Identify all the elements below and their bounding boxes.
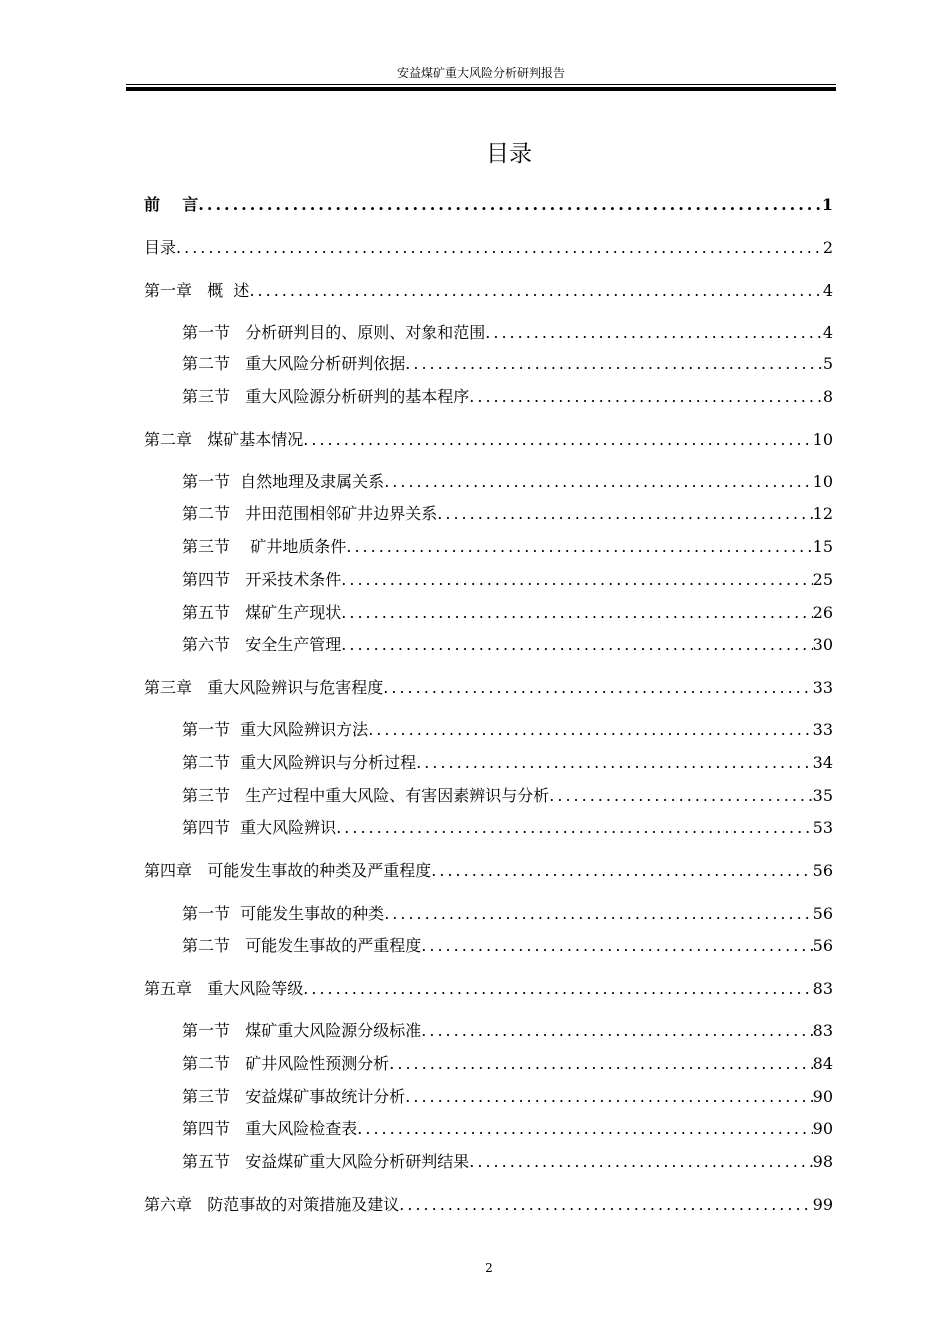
toc-entry[interactable] <box>182 501 833 527</box>
toc-entry-label: 第二节 重大风险辨识与分析过程 <box>182 753 417 772</box>
toc-entry-page: 30 <box>812 635 833 654</box>
toc-entry-page: 1 <box>821 195 833 214</box>
toc-entry[interactable] <box>182 469 833 495</box>
toc-dot-leader <box>437 501 812 527</box>
toc-dot-leader <box>399 1192 812 1218</box>
toc-entry-page: 56 <box>812 936 833 955</box>
toc-entry-page: 15 <box>812 537 833 556</box>
toc-dot-leader <box>341 632 812 658</box>
toc-dot-leader <box>389 1051 812 1077</box>
toc-dot-leader <box>341 567 812 593</box>
toc-dot-leader <box>405 351 823 377</box>
toc-entry-page: 10 <box>812 430 833 449</box>
toc-entry-page: 56 <box>812 904 833 923</box>
toc-dot-leader <box>303 427 812 453</box>
toc-entry[interactable] <box>182 815 833 841</box>
toc-entry-label: 第四节 重大风险检查表 <box>182 1119 358 1138</box>
toc-dot-leader <box>346 534 812 560</box>
toc-entry[interactable] <box>182 1116 833 1142</box>
toc-entry-page: 53 <box>812 818 833 837</box>
toc-entry-page: 33 <box>812 720 833 739</box>
page-number: 2 <box>485 1261 493 1275</box>
toc-entry[interactable] <box>144 1192 833 1218</box>
toc-dot-leader <box>383 675 812 701</box>
toc-entry-label: 第一节 煤矿重大风险源分级标准 <box>182 1021 422 1040</box>
toc-entry[interactable] <box>182 600 833 626</box>
toc-entry-label: 第六章 防范事故的对策措施及建议 <box>144 1195 400 1214</box>
toc-entry[interactable] <box>182 933 833 959</box>
toc-dot-leader <box>549 783 812 809</box>
toc-entry[interactable] <box>144 976 833 1002</box>
toc-entry-page: 4 <box>822 281 833 300</box>
toc-dot-leader <box>469 384 823 410</box>
toc-entry-label: 目录 <box>144 238 177 257</box>
toc-entry-label: 第一节 分析研判目的、原则、对象和范围 <box>182 323 486 342</box>
toc-entry[interactable] <box>182 1149 833 1175</box>
toc-entry[interactable] <box>182 351 833 377</box>
toc-entry[interactable] <box>144 235 833 261</box>
toc-entry-label: 第二节 可能发生事故的严重程度 <box>182 936 422 955</box>
toc-dot-leader <box>368 717 812 743</box>
toc-entry-label: 第一章 概 述 <box>144 281 250 300</box>
toc-dot-leader <box>421 933 812 959</box>
toc-entry-page: 35 <box>812 786 833 805</box>
toc-entry-page: 98 <box>812 1152 833 1171</box>
toc-entry-label: 第五节 煤矿生产现状 <box>182 603 342 622</box>
toc-dot-leader <box>336 815 812 841</box>
toc-dot-leader <box>303 976 812 1002</box>
toc-entry[interactable] <box>182 632 833 658</box>
toc-entry[interactable] <box>144 192 833 218</box>
toc-entry-page: 4 <box>822 323 833 342</box>
toc-entry-label: 第六节 安全生产管理 <box>182 635 342 654</box>
toc-entry[interactable] <box>182 567 833 593</box>
toc-entry-label: 前 言 <box>144 195 199 214</box>
toc-entry[interactable] <box>182 384 833 410</box>
toc-dot-leader <box>357 1116 812 1142</box>
toc-dot-leader <box>416 750 812 776</box>
toc-entry-label: 第四章 可能发生事故的种类及严重程度 <box>144 861 432 880</box>
toc-entry-label: 第一节 可能发生事故的种类 <box>182 904 385 923</box>
toc-entry[interactable] <box>182 1018 833 1044</box>
toc-entry[interactable] <box>182 534 833 560</box>
toc-dot-leader <box>198 192 822 218</box>
toc-title: 目录 <box>486 141 532 167</box>
toc-entry[interactable] <box>182 717 833 743</box>
toc-entry-page: 10 <box>812 472 833 491</box>
toc-dot-leader <box>405 1084 812 1110</box>
toc-entry[interactable] <box>144 858 833 884</box>
toc-entry-label: 第二节 矿井风险性预测分析 <box>182 1054 390 1073</box>
toc-entry-label: 第五节 安益煤矿重大风险分析研判结果 <box>182 1152 470 1171</box>
toc-entry[interactable] <box>144 278 833 304</box>
toc-entry[interactable] <box>182 1084 833 1110</box>
toc-entry-page: 56 <box>812 861 833 880</box>
toc-entry-label: 第二节 井田范围相邻矿井边界关系 <box>182 504 438 523</box>
toc-entry-label: 第五章 重大风险等级 <box>144 979 304 998</box>
toc-dot-leader <box>485 320 823 346</box>
toc-entry-page: 84 <box>812 1054 833 1073</box>
toc-entry[interactable] <box>144 675 833 701</box>
toc-entry[interactable] <box>182 901 833 927</box>
toc-entry-label: 第三节 生产过程中重大风险、有害因素辨识与分析 <box>182 786 550 805</box>
toc-entry-label: 第二节 重大风险分析研判依据 <box>182 354 406 373</box>
toc-entry-label: 第三节 安益煤矿事故统计分析 <box>182 1087 406 1106</box>
toc-dot-leader <box>384 901 812 927</box>
toc-entry-page: 90 <box>812 1119 833 1138</box>
toc-dot-leader <box>249 278 822 304</box>
toc-entry-page: 90 <box>812 1087 833 1106</box>
toc-entry[interactable] <box>144 427 833 453</box>
toc-entry-page: 83 <box>812 979 833 998</box>
toc-entry-page: 33 <box>812 678 833 697</box>
running-header: 安益煤矿重大风险分析研判报告 <box>396 66 565 80</box>
toc-entry-page: 26 <box>812 603 833 622</box>
toc-entry[interactable] <box>182 1051 833 1077</box>
toc-entry[interactable] <box>182 783 833 809</box>
toc-entry-page: 83 <box>812 1021 833 1040</box>
toc-dot-leader <box>384 469 812 495</box>
toc-entry-label: 第四节 重大风险辨识 <box>182 818 337 837</box>
toc-entry-label: 第三节 矿井地质条件 <box>182 537 347 556</box>
toc-dot-leader <box>341 600 812 626</box>
toc-entry-page: 5 <box>822 354 833 373</box>
toc-dot-leader <box>431 858 812 884</box>
toc-entry-page: 34 <box>812 753 833 772</box>
toc-entry[interactable] <box>182 750 833 776</box>
toc-entry-label: 第一节 自然地理及隶属关系 <box>182 472 385 491</box>
toc-entry-label: 第四节 开采技术条件 <box>182 570 342 589</box>
toc-entry-page: 25 <box>812 570 833 589</box>
toc-dot-leader <box>469 1149 812 1175</box>
toc-entry-page: 2 <box>822 238 833 257</box>
toc-entry[interactable] <box>182 320 833 346</box>
toc-entry-page: 99 <box>812 1195 833 1214</box>
toc-entry-label: 第二章 煤矿基本情况 <box>144 430 304 449</box>
toc-entry-page: 8 <box>822 387 833 406</box>
toc-dot-leader <box>421 1018 812 1044</box>
toc-entry-label: 第三节 重大风险源分析研判的基本程序 <box>182 387 470 406</box>
toc-entry-label: 第三章 重大风险辨识与危害程度 <box>144 678 384 697</box>
toc-entry-label: 第一节 重大风险辨识方法 <box>182 720 369 739</box>
toc-entry-page: 12 <box>812 504 833 523</box>
toc-dot-leader <box>176 235 823 261</box>
